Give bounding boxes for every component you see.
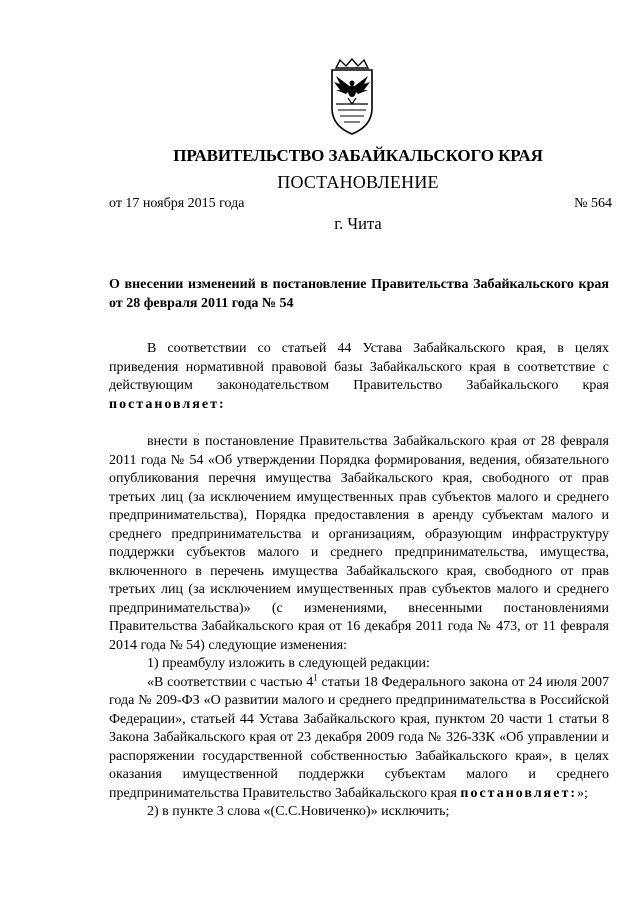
quote-text-part2: статьи 18 Федерального закона от 24 июля 2007 года № 209-ФЗ «О развитии малого и среднего предпринимательства в Российской Федерации», статьей 44 Устава Забайкальского края, пунктом 20 части 1 статьи 8 Закона Забайкальского края от 23 декабря 2009 года № 326-ЗЗК «Об управлении и распоряжении государственной собственностью Забайкальского края», в целях оказания имущественной поддержки субъектам малого и среднего предпринимательства Правительство Забайкальского края: [109, 674, 609, 801]
quote-end: »;: [577, 785, 588, 801]
document-city: г. Чита: [334, 214, 382, 233]
organization-title: ПРАВИТЕЛЬСТВО ЗАБАЙКАЛЬСКОГО КРАЯ: [173, 146, 543, 165]
preamble-text: В соответствии со статьей 44 Устава Забайкальского края, в целях приведения нормативной правовой базы Забайкальского края в соответствие с действующим законодательством Правительство Забайкальского края: [109, 341, 609, 393]
quote-paragraph: [109, 671, 609, 804]
document-subject: О внесении изменений в постановление Правительства Забайкальского края от 28 февраля 2011 года № 54: [109, 277, 609, 311]
document-date: от 17 ноября 2015 года: [109, 196, 245, 211]
coat-of-arms-icon: [326, 58, 378, 136]
resolves-keyword: постановляет:: [109, 396, 226, 412]
item-1-paragraph: 1) преамбулу изложить в следующей редакции:: [147, 656, 430, 671]
item-2-paragraph: 2) в пункте 3 слова «(С.С.Новиченко)» исключить;: [147, 804, 450, 819]
document-type: ПОСТАНОВЛЕНИЕ: [277, 172, 439, 192]
main-text-paragraph: внести в постановление Правительства Забайкальского края от 28 февраля 2011 года № 54 «Об утверждении Порядка формирования, ведения, обязательного опубликования перечня имущества Забайкальского края, свободного от прав третьих лиц (за исключением имущественных прав субъектов малого и среднего предпринимательства), Порядка предоставления в аренду субъектам малого и среднего предпринимательства и организациям, образующим инфраструктуру поддержки субъектов малого и среднего предпринимательства, имущества, включенного в перечень имущества Забайкальского края, свободного от прав третьих лиц (за исключением имущественных прав субъектов малого и среднего предпринимательства)» (с изменениями, внесенными постановлениями Правительства Забайкальского края от 16 декабря 2011 года № 473, от 11 февраля 2014 года № 54) следующие изменения:: [109, 434, 609, 653]
quote-superscript: 1: [313, 671, 318, 682]
quote-resolves-keyword: постановляет:: [460, 785, 577, 801]
document-body: [109, 340, 609, 822]
quote-text-part1: «В соответствии с частью 4: [147, 674, 314, 690]
document-number: № 564: [574, 196, 612, 211]
preamble-paragraph: [109, 340, 609, 414]
